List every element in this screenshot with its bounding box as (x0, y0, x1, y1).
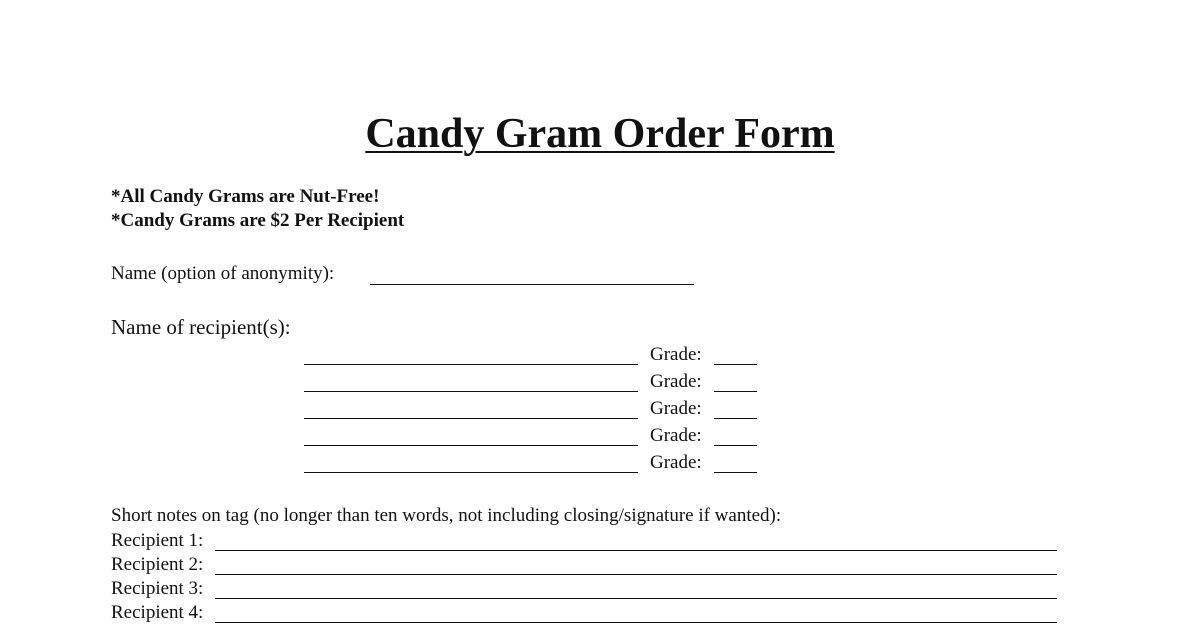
recipient-name-line[interactable] (304, 472, 638, 473)
recipient-3-note-line[interactable] (215, 598, 1057, 599)
recipient-4-label: Recipient 4: (111, 602, 204, 623)
grade-label: Grade: (650, 425, 702, 446)
grade-blank-line[interactable] (714, 445, 757, 446)
grade-label: Grade: (650, 344, 702, 365)
name-label: Name (option of anonymity): (111, 263, 335, 284)
name-blank-line[interactable] (370, 284, 694, 285)
recipient-1-label: Recipient 1: (111, 530, 204, 551)
recipient-name-line[interactable] (304, 391, 638, 392)
grade-blank-line[interactable] (714, 391, 757, 392)
grade-blank-line[interactable] (714, 472, 757, 473)
nut-free-note: *All Candy Grams are Nut-Free! (111, 186, 380, 207)
grade-label: Grade: (650, 371, 702, 392)
form-title: Candy Gram Order Form (365, 111, 835, 157)
grade-blank-line[interactable] (714, 364, 757, 365)
recipient-name-line[interactable] (304, 418, 638, 419)
recipient-2-note-line[interactable] (215, 574, 1057, 575)
recipient-1-note-line[interactable] (215, 550, 1057, 551)
recipient-4-note-line[interactable] (215, 622, 1057, 623)
grade-blank-line[interactable] (714, 418, 757, 419)
short-notes-label: Short notes on tag (no longer than ten words, not including closing/signature if wanted): (111, 505, 782, 526)
recipient-2-label: Recipient 2: (111, 554, 204, 575)
recipient-3-label: Recipient 3: (111, 578, 204, 599)
grade-label: Grade: (650, 398, 702, 419)
recipient-name-line[interactable] (304, 364, 638, 365)
recipient-name-line[interactable] (304, 445, 638, 446)
recipients-label: Name of recipient(s): (111, 315, 291, 339)
grade-label: Grade: (650, 452, 702, 473)
price-note: *Candy Grams are $2 Per Recipient (111, 210, 405, 231)
